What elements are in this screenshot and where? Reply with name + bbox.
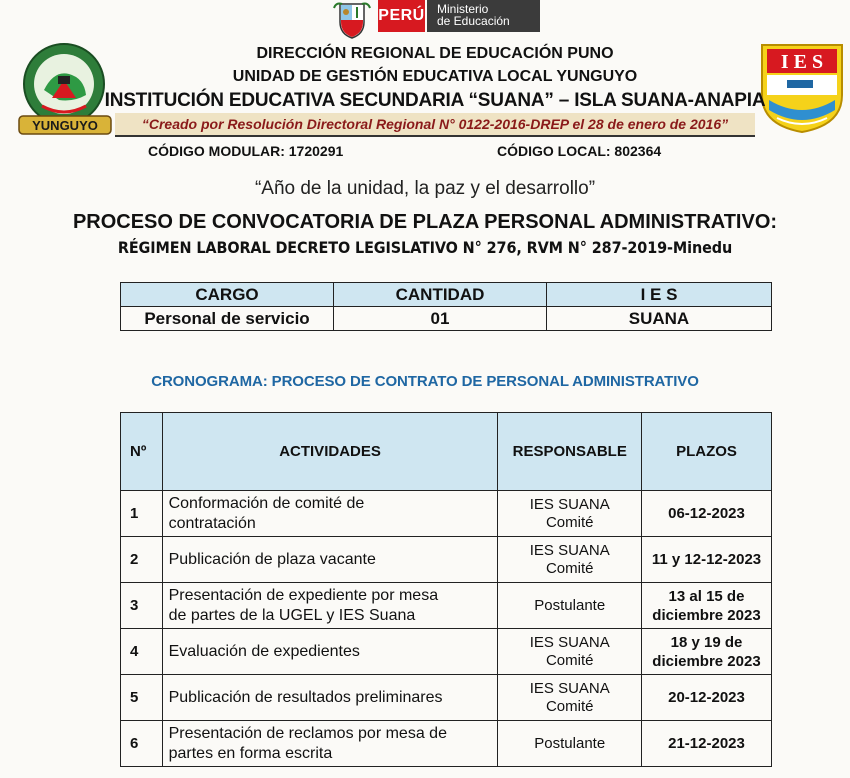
cronograma-title: CRONOGRAMA: PROCESO DE CONTRATO DE PERSONAL ADMINISTRATIVO: [151, 373, 699, 390]
resp-line: Comité: [545, 513, 594, 531]
plazo-line: 11 y 12-12-2023: [651, 551, 762, 568]
row-actividad: [162, 491, 498, 537]
row-num: 2: [121, 537, 163, 583]
actividades-header: ACTIVIDADES: [162, 413, 498, 491]
resp-line: IES SUANA: [529, 633, 610, 651]
row-num: 6: [121, 721, 163, 767]
actividad-line: Publicación de resultados preliminares: [168, 688, 443, 706]
ministerio-line2: de Educación: [437, 14, 510, 28]
row-num: 3: [121, 583, 163, 629]
table-row: [121, 629, 772, 675]
peru-label: PERÚ: [378, 0, 425, 32]
row-responsable: [498, 675, 642, 721]
row-plazo: [641, 491, 771, 537]
year-motto: “Año de la unidad, la paz y el desarrollo”: [254, 178, 596, 199]
resolution-text: “Creado por Resolución Directoral Regional N° 0122-2016-DREP el 28 de enero de 2016”: [141, 116, 729, 132]
resp-line: IES SUANA: [529, 541, 610, 559]
row-num: 4: [121, 629, 163, 675]
header-line3: INSTITUCIÓN EDUCATIVA SECUNDARIA “SUANA” – ISLA SUANA-ANAPIA: [104, 90, 766, 111]
actividad-line: Publicación de plaza vacante: [168, 550, 376, 568]
responsable-header: RESPONSABLE: [498, 413, 642, 491]
plazos-header: PLAZOS: [641, 413, 771, 491]
row-responsable: [498, 537, 642, 583]
row-actividad: [162, 629, 498, 675]
plazo-line: 13 al 15 de: [668, 587, 745, 605]
resolution-band: [115, 113, 755, 137]
row-actividad: [162, 675, 498, 721]
row-actividad: [162, 537, 498, 583]
header-line2: UNIDAD DE GESTIÓN EDUCATIVA LOCAL YUNGUYO: [232, 68, 638, 85]
actividad-line: Presentación de reclamos por mesa de: [168, 724, 447, 742]
table-row: [121, 583, 772, 629]
document-subtitle: RÉGIMEN LABORAL DECRETO LEGISLATIVO N° 276, RVM N° 287-2019-Minedu: [117, 238, 733, 257]
table-row: [121, 721, 772, 767]
num-header: Nº: [121, 413, 163, 491]
cargo-value: Personal de servicio: [121, 307, 334, 331]
cargo-header: CARGO: [121, 283, 334, 307]
row-responsable: [498, 583, 642, 629]
resp-line: Postulante: [534, 596, 606, 614]
resp-line: Comité: [545, 697, 594, 715]
plazo-line: 06-12-2023: [668, 505, 745, 522]
cargo-table-row: [121, 307, 772, 331]
row-plazo: [641, 629, 771, 675]
row-plazo: [641, 537, 771, 583]
ies-value: SUANA: [547, 307, 772, 331]
row-plazo: [641, 675, 771, 721]
resp-line: Comité: [545, 559, 594, 577]
ies-header: I E S: [547, 283, 772, 307]
plazo-line: 20-12-2023: [668, 689, 745, 706]
schedule-table: [120, 412, 772, 767]
row-plazo: [641, 583, 771, 629]
logo-left-text: YUNGUYO: [32, 118, 98, 133]
peru-coat-of-arms-icon: [332, 0, 372, 40]
schedule-table-header: [121, 413, 772, 491]
cargo-table: [120, 282, 772, 331]
codigo-local: CÓDIGO LOCAL: 802364: [497, 143, 662, 159]
row-num: 5: [121, 675, 163, 721]
table-row: [121, 675, 772, 721]
logo-right-text: I E S: [780, 51, 824, 73]
row-responsable: [498, 721, 642, 767]
row-responsable: [498, 491, 642, 537]
ministerio-label: [427, 0, 540, 32]
plazo-line: 21-12-2023: [668, 735, 745, 752]
plazo-line: 18 y 19 de: [670, 633, 743, 651]
resp-line: Comité: [545, 651, 594, 669]
ministerio-line1: Ministerio: [437, 2, 489, 16]
actividad-line: partes en forma escrita: [168, 744, 333, 762]
header-line1: DIRECCIÓN REGIONAL DE EDUCACIÓN PUNO: [256, 45, 614, 62]
cantidad-header: CANTIDAD: [334, 283, 547, 307]
row-num: 1: [121, 491, 163, 537]
row-actividad: [162, 721, 498, 767]
cargo-table-header: [121, 283, 772, 307]
top-banner: [0, 0, 850, 42]
document-title: PROCESO DE CONVOCATORIA DE PLAZA PERSONAL ADMINISTRATIVO:: [72, 211, 778, 233]
plazo-line: diciembre 2023: [652, 652, 761, 670]
actividad-line: de partes de la UGEL y IES Suana: [168, 606, 416, 624]
resp-line: IES SUANA: [529, 679, 610, 697]
actividad-line: Presentación de expediente por mesa: [168, 586, 439, 604]
table-row: [121, 537, 772, 583]
resp-line: IES SUANA: [529, 495, 610, 513]
row-responsable: [498, 629, 642, 675]
table-row: [121, 491, 772, 537]
plazo-line: diciembre 2023: [652, 606, 761, 624]
codigo-modular: CÓDIGO MODULAR: 1720291: [148, 143, 344, 159]
actividad-line: contratación: [168, 514, 256, 532]
actividad-line: Conformación de comité de: [168, 494, 365, 512]
actividad-line: Evaluación de expedientes: [168, 642, 360, 660]
cantidad-value: 01: [334, 307, 547, 331]
row-actividad: [162, 583, 498, 629]
resp-line: Postulante: [534, 734, 606, 752]
row-plazo: [641, 721, 771, 767]
